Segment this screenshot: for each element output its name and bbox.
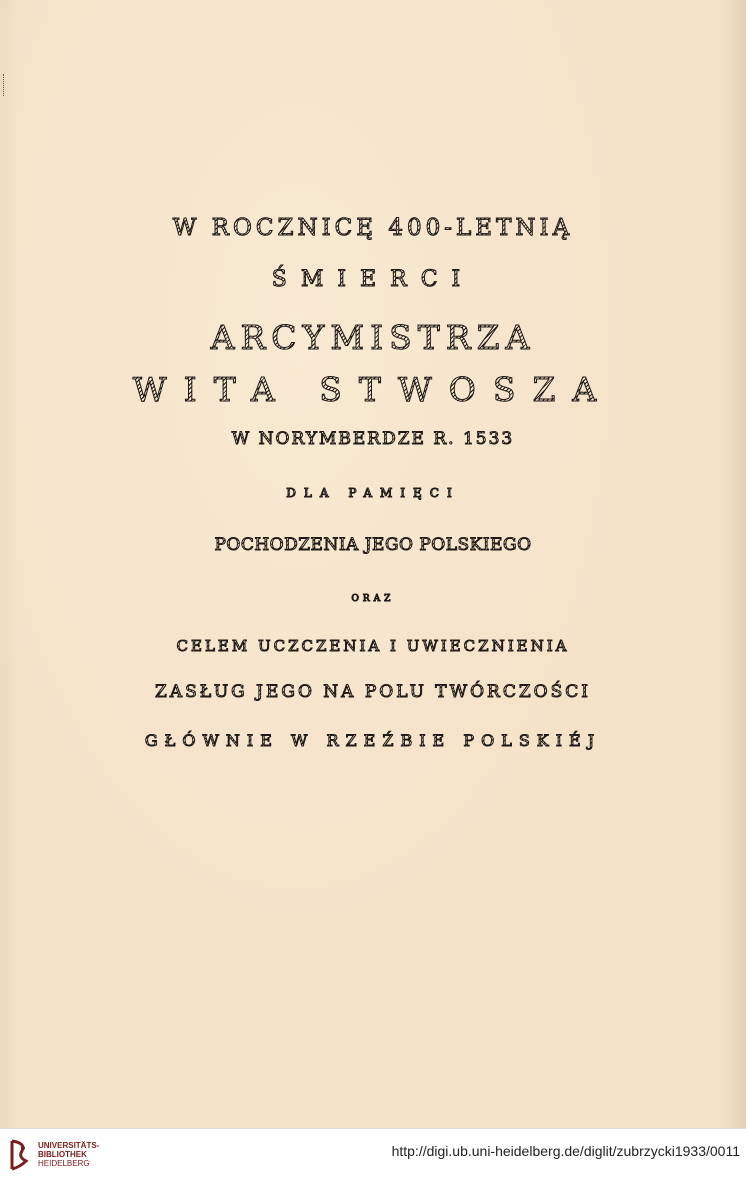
dedication-line-5: W NORYMBERDZE R. 1533 [0, 429, 746, 449]
dedication-line-3: ARCYMISTRZA [0, 318, 746, 357]
logo-line-3: HEIDELBERG [38, 1159, 90, 1168]
dedication-line-7: POCHODZENIA JEGO POLSKIEGO [0, 535, 746, 555]
dedication-line-8: ORAZ [0, 594, 746, 604]
dedication-line-6: DLA PAMIĘCI [0, 486, 746, 500]
dedication-line-2: ŚMIERCI [0, 267, 746, 292]
viewer-footer [0, 1128, 746, 1184]
page-edge-mark [3, 74, 6, 96]
dedication-line-4: WITA STWOSZA [0, 370, 746, 409]
logo-line-2: BIBLIOTHEK [38, 1150, 87, 1159]
dedication-line-11: GŁÓWNIE W RZEŹBIE POLSKIÉJ [0, 731, 746, 750]
university-library-logo-icon[interactable] [8, 1139, 32, 1171]
dedication-line-9: CELEM UCZCZENIA I UWIECZNIENIA [0, 637, 746, 655]
dedication-line-1: W ROCZNICĘ 400-LETNIĄ [0, 215, 746, 241]
logo-line-1: UNIVERSITÄTS- [38, 1141, 100, 1150]
university-library-logo-text[interactable] [38, 1141, 99, 1168]
permalink-url[interactable]: http://digi.ub.uni-heidelberg.de/diglit/zubrzycki1933/0011 [391, 1143, 740, 1159]
dedication-line-10: ZASŁUG JEGO NA POLU TWÓRCZOŚCI [0, 682, 746, 702]
